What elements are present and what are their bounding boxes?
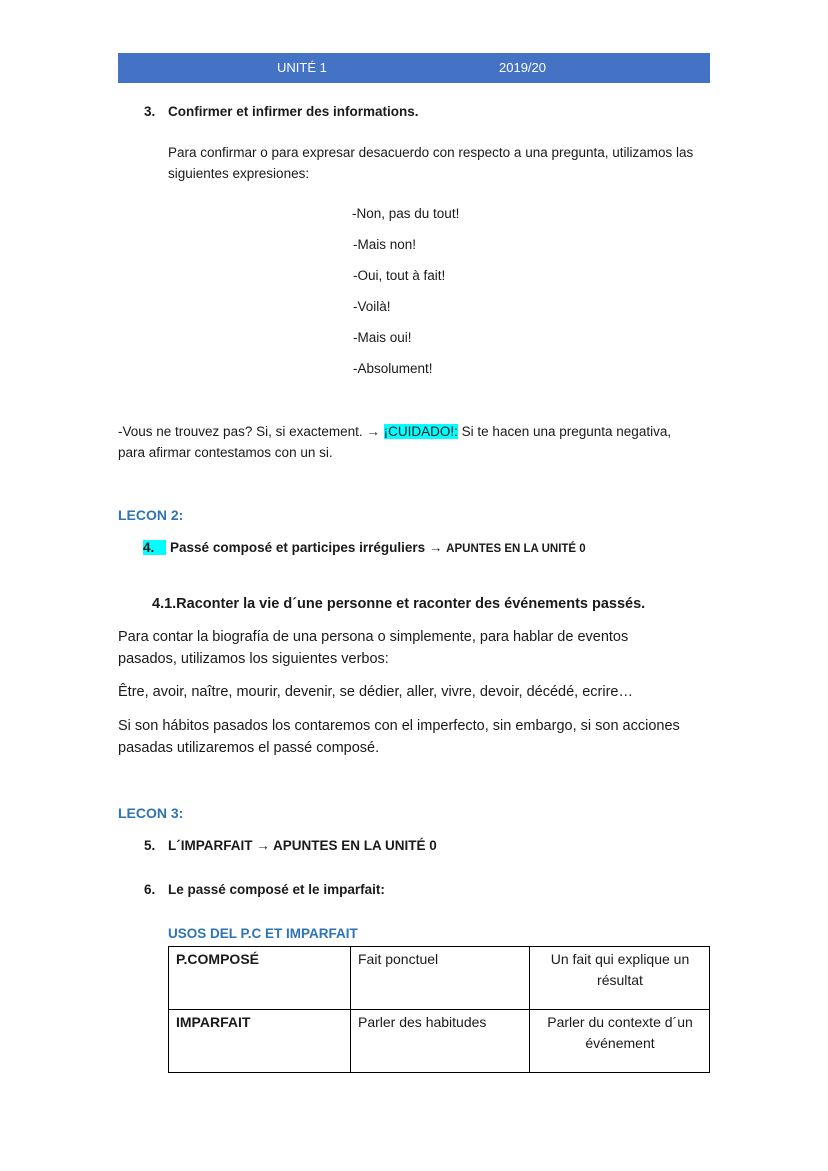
item6-number: 6. xyxy=(144,882,156,897)
note-text-after: Si te hacen una pregunta negativa, para afirmar contestamos con un si. xyxy=(118,424,672,460)
table-caption: USOS DEL P.C ET IMPARFAIT xyxy=(168,926,358,941)
header-year: 2019/20 xyxy=(499,60,546,75)
item4-number: 4. xyxy=(143,540,166,555)
section3-title: Confirmer et infirmer des informations. xyxy=(168,104,419,119)
expression-item: -Non, pas du tout! xyxy=(352,206,460,221)
table-cell: Un fait qui explique un résultat xyxy=(530,947,710,1010)
item4-title: Passé composé et participes irréguliers → xyxy=(170,540,443,555)
item4-ref: APUNTES EN LA UNITÉ 0 xyxy=(446,543,586,555)
expression-item: -Mais non! xyxy=(353,237,417,252)
sub41-title: 4.1.Raconter la vie d´une personne et raconter des événements passés. xyxy=(152,596,646,612)
section3-number: 3. xyxy=(144,104,156,119)
section3-note xyxy=(118,421,698,463)
header-unit: UNITÉ 1 xyxy=(277,60,327,75)
lecon2-heading: LECON 2: xyxy=(118,507,184,523)
table-cell: IMPARFAIT xyxy=(169,1010,351,1073)
lecon2-para2: Être, avoir, naître, mourir, devenir, se dédier, aller, vivre, devoir, décédé, ecrire… xyxy=(118,684,633,700)
note-text: -Vous ne trouvez pas? Si, si exactement. → xyxy=(118,424,380,439)
item4-row xyxy=(143,540,586,555)
item6-title: Le passé composé et le imparfait: xyxy=(168,882,385,897)
section3-intro: Para confirmar o para expresar desacuerdo con respecto a una pregunta, utilizamos las siguientes expresiones: xyxy=(168,145,694,181)
lecon2-para3: Si son hábitos pasados los contaremos con el imperfecto, sin embargo, si son acciones pasadas utilizaremos el passé composé. xyxy=(118,718,680,756)
lecon2-para1: Para contar la biografía de una persona o simplemente, para hablar de eventos pasados, utilizamos los siguientes verbos: xyxy=(118,629,629,667)
expression-item: -Oui, tout à fait! xyxy=(353,268,446,283)
warning-highlight: ¡CUIDADO!: xyxy=(383,424,458,439)
table-cell: Parler du contexte d´un événement xyxy=(530,1010,710,1073)
table-cell: Fait ponctuel xyxy=(351,947,530,1010)
table-cell: P.COMPOSÉ xyxy=(169,947,351,1010)
expression-item: -Voilà! xyxy=(353,299,391,314)
expression-item: -Mais oui! xyxy=(353,330,412,345)
lecon3-heading: LECON 3: xyxy=(118,805,184,821)
usos-table xyxy=(168,946,710,1073)
expression-item: -Absolument! xyxy=(353,361,433,376)
item5-title: L´IMPARFAIT → APUNTES EN LA UNITÉ 0 xyxy=(168,838,437,853)
table-row xyxy=(169,1010,710,1073)
page-header xyxy=(118,53,710,83)
table-cell: Parler des habitudes xyxy=(351,1010,530,1073)
table-row xyxy=(169,947,710,1010)
item5-number: 5. xyxy=(144,838,156,853)
